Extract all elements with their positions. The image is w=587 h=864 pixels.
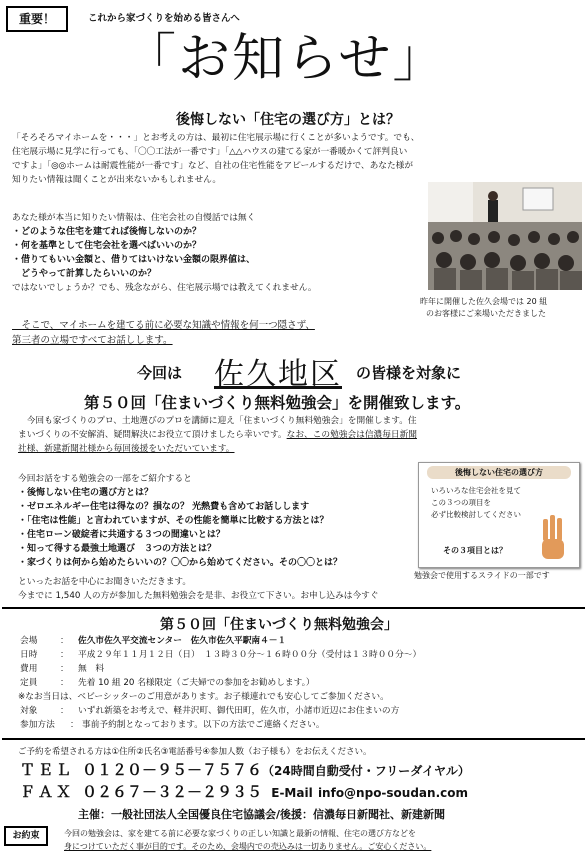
lead-text: あなた様が本当に知りたい情報は、住宅会社の自慢話では無く: [12, 213, 256, 223]
detail-value: 無 料: [78, 664, 105, 674]
topic-item: ・住宅ローン破綻者に共通する３つの間違いとは？: [18, 530, 225, 540]
paragraph-line: [18, 428, 584, 442]
event-announcement: 第５０回「住まいづくり無料勉強会」を開催致します。: [84, 393, 471, 412]
tel-label: ＴＥＬ: [20, 761, 75, 779]
divider: [2, 607, 585, 609]
topic-item: ・家づくりは何から始めたらいいの？〇〇から始めてください。その〇〇とは？: [18, 558, 343, 568]
caption-line: のお客様にご来場いただきました: [426, 309, 546, 318]
details-title: 第５０回「住まいづくり無料勉強会」: [160, 617, 398, 633]
detail-row: [20, 634, 580, 648]
paragraph-line: 今回も家づくりのプロ、土地選びのプロを講師に迎え「住まいづくり無料勉強会」を開催します。住: [18, 416, 417, 426]
sponsor-note: 社様、新建新聞社様から毎回後援をいただいています。: [18, 444, 235, 454]
topics-list: [18, 472, 418, 570]
intro-text: これから家づくりを始める皆さんへ: [88, 13, 240, 24]
target-post: の皆様を対象に: [356, 364, 462, 382]
question-item: ・何を基準として住宅会社を選べばいいのか？: [12, 241, 202, 251]
detail-value: 佐久市佐久平交流センター 佐久市佐久平駅南４－１: [78, 636, 287, 646]
target-pre: 今回は: [137, 364, 183, 382]
tel-line: [20, 760, 470, 781]
detail-value: 先着 10 組 20 名様限定（ご夫婦での参加をお勧めします。）: [78, 678, 315, 688]
email-link[interactable]: info@npo-soudan.com: [317, 786, 468, 800]
topics-after-line: といったお話を中心にお聞きいただきます。: [18, 577, 192, 587]
fax-label: ＦＡＸ: [20, 783, 75, 801]
detail-row: [20, 704, 580, 718]
detail-sep: ：: [70, 720, 79, 730]
section1-heading: 後悔しない「住宅の選び方」とは？: [176, 112, 400, 128]
detail-sep: ：: [60, 650, 69, 660]
underline-line: そこで、マイホームを建てる前に必要な知識や情報を何一つ隠さず、: [12, 320, 315, 331]
section1-questions: [12, 211, 422, 295]
detail-label: 会場: [20, 636, 38, 646]
topic-item: ・ゼロエネルギー住宅は得なの？損なの？ 光熱費も含めてお話しします: [18, 502, 310, 512]
detail-sep: ：: [60, 664, 69, 674]
important-badge: 重要！: [6, 6, 68, 32]
detail-label: 参加方法: [20, 720, 55, 730]
detail-value: 平成２９年１１月１２日（日） １３時３０分～１６時００分（受付は１３時００分～）: [78, 650, 422, 660]
promise-line: 身につけていただく事が目的です。そのため、会場内での売込みは一切ありません。ご安心ください。: [64, 842, 432, 851]
promise-text: [64, 827, 431, 853]
sponsor-note: なお、この勉強会は信濃毎日新聞: [286, 430, 417, 440]
detail-label: 日時: [20, 650, 38, 660]
detail-row: [20, 718, 580, 732]
organizer: 主催：一般社団法人全国優良住宅協議会/後援：信濃毎日新聞社、新建新聞: [78, 808, 446, 821]
topics-intro: 今回お話をする勉強会の一部をご紹介すると: [18, 474, 192, 484]
detail-value: 事前予約制となっております。以下の方法でご連絡ください。: [82, 720, 325, 730]
detail-label: 定員: [20, 678, 38, 688]
seminar-photo: [428, 182, 582, 290]
topic-item: ・知って得する最強土地選び ３つの方法とは？: [18, 544, 217, 554]
caption-line: 昨年に開催した佐久会場では 20 組: [420, 297, 548, 306]
fax-number: ０２６７－３２－２９３５: [82, 783, 263, 801]
detail-sep: ：: [60, 636, 69, 646]
slide-title: 後悔しない住宅の選び方: [427, 466, 571, 479]
promise-line: 今回の勉強会は、家を建てる前に必要な家づくりの正しい知識と最新の情報、住宅の選び方などを: [64, 829, 416, 838]
topic-item: ・「住宅は性能」と言われていますが、その性能を簡単に比較する方法とは？: [18, 516, 329, 526]
area-name: 佐久地区: [214, 357, 342, 392]
slide-line: 必ず比較検討してください: [431, 510, 521, 519]
detail-row: [20, 676, 580, 690]
hand-three-icon: [537, 513, 571, 563]
detail-label: 対象: [20, 706, 38, 716]
page-title: 「お知らせ」: [124, 29, 447, 89]
detail-sep: ：: [60, 706, 69, 716]
detail-note: ※なお当日は、ベビーシッターのご用意があります。お子様連れでも安心してご参加ください。: [18, 692, 389, 702]
fax-line: [20, 782, 468, 803]
topic-item: ・後悔しない住宅の選び方とは？: [18, 488, 154, 498]
slide-line: この３つの項目を: [431, 498, 491, 507]
topics-after-line: 今までに 1,540 人の方が参加した無料勉強会を是非、お役立て下さい。お申し込みは今すぐ: [18, 591, 379, 601]
paragraph-line: 住宅展示場に見学に行っても、「〇〇工法が一番です」「△△ハウスの建てる家が一番暖かくて評判良い: [12, 147, 408, 157]
closing-text: ではないでしょうか？でも、残念ながら、住宅展示場では教えてくれません。: [12, 283, 317, 293]
slide-caption: 勉強会で使用するスライドの一部です: [414, 571, 550, 580]
topics-after: [18, 575, 379, 603]
paragraph-line: 「そろそろマイホームを・・・」とお考えの方は、最初に住宅展示場に行くことが多いようです。でも、: [12, 133, 420, 143]
email-label: E-Mail: [271, 786, 313, 800]
reservation-request: ご予約を希望される方は①住所②氏名③電話番号④参加人数（お子様も）をお伝えください。: [18, 747, 372, 757]
detail-row: [20, 648, 580, 662]
slide-line: いろいろな住宅会社を見て: [431, 486, 521, 495]
tel-number[interactable]: ０１２０－９５－７５７６: [82, 761, 263, 779]
underline-line: 第三者の立場ですべてお話しします。: [12, 335, 173, 346]
details-table: [20, 634, 580, 732]
section2-paragraph: [18, 414, 584, 456]
question-item: どうやって計算したらいいのか？: [12, 269, 157, 279]
section1-paragraph: [12, 131, 580, 187]
paragraph-line: ですよ」「◎◎ホームは耐震性能が一番です」など、自社の住宅性能をアピールするだけで、あなた様が: [12, 161, 414, 171]
paragraph-line: 知りたい情報は聞くことが出来ないかもしれません。: [12, 175, 222, 185]
tel-note: （24時間自動受付・フリーダイヤル）: [262, 764, 470, 778]
detail-value: いずれ新築をお考えで、軽井沢町、御代田町，佐久市，小諸市近辺にお住まいの方: [78, 706, 400, 716]
divider: [2, 738, 585, 740]
slide-footer: その３項目とは？: [443, 546, 507, 555]
photo-caption: [420, 296, 547, 320]
slide-lines: [431, 485, 521, 521]
underlined-statement: [12, 318, 315, 348]
question-item: ・どのような住宅を建てれば後悔しないのか？: [12, 227, 202, 237]
detail-row: [20, 662, 580, 676]
promise-badge: お約束: [4, 826, 48, 846]
detail-label: 費用: [20, 664, 38, 674]
paragraph-text: まいづくりの不安解消、疑問解決にお役立て頂けましたら幸いです。: [18, 430, 287, 440]
slide-image: [418, 462, 580, 568]
question-item: ・借りてもいい金額と、借りてはいけない金額の限界値は、: [12, 255, 256, 265]
detail-sep: ：: [60, 678, 69, 688]
